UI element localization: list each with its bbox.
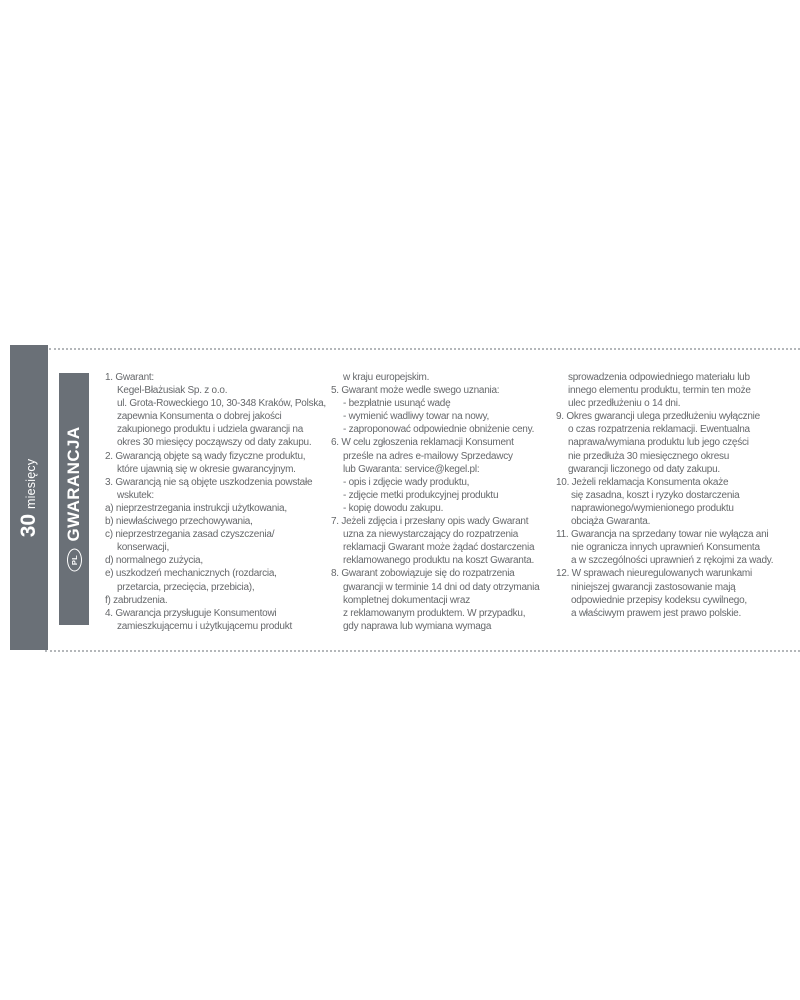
text-line: okres 30 miesięcy począwszy od daty zakupu.	[117, 437, 312, 449]
text-line: odpowiednie przepisy kodeksu cywilnego,	[571, 594, 747, 606]
text-line: - opis i zdjęcie wady produktu,	[343, 476, 470, 488]
text-line: gwarancji w terminie 14 dni od daty otrzymania	[343, 581, 540, 593]
duration-label	[17, 458, 41, 537]
text-line: się zasadna, koszt i ryzyko dostarczenia	[571, 489, 740, 501]
text-line: nie ogranicza innych uprawnień Konsumenta	[571, 542, 760, 554]
text-line: b) niewłaściwego przechowywania,	[105, 516, 253, 528]
text-line: w kraju europejskim.	[343, 372, 430, 383]
text-line: a) nieprzestrzegania instrukcji użytkowania,	[105, 502, 287, 514]
text-line: zamieszkującemu i użytkującemu produkt	[117, 620, 293, 632]
text-line: 1. Gwarant:	[105, 372, 154, 383]
text-line: zakupionego produktu i udziela gwarancji na	[117, 424, 304, 436]
text-line: 2. Gwarancją objęte są wady fizyczne produktu,	[105, 450, 306, 462]
warranty-column-1	[105, 371, 326, 633]
text-line: a w szczególności uprawnień z rękojmi za wady.	[571, 555, 774, 567]
text-line: - zaproponować odpowiednie obniżenie ceny.	[343, 424, 535, 436]
text-line: 3. Gwarancją nie są objęte uszkodzenia powstałe	[105, 476, 313, 488]
duration-bar	[10, 345, 48, 650]
text-line: 5. Gwarant może wedle swego uznania:	[331, 385, 500, 397]
warranty-title: GWARANCJA	[64, 426, 83, 542]
text-line: zapewnia Konsumenta o dobrej jakości	[117, 411, 282, 423]
text-line: e) uszkodzeń mechanicznych (rozdarcia,	[105, 568, 277, 580]
cut-line-top	[49, 348, 800, 350]
text-line: obciąża Gwaranta.	[571, 516, 651, 528]
text-line: - kopię dowodu zakupu.	[343, 502, 444, 514]
text-line: naprawa/wymiana produktu lub jego części	[568, 437, 749, 449]
text-line: 6. W celu zgłoszenia reklamacji Konsument	[331, 437, 514, 449]
text-line: niniejszej gwarancji zastosowanie mają	[571, 581, 736, 593]
text-line: wskutek:	[117, 489, 154, 501]
text-line: f) zabrudzenia.	[105, 594, 168, 606]
text-line: a właściwym prawem jest prawo polskie.	[571, 607, 742, 619]
text-line: 9. Okres gwarancji ulega przedłużeniu wyłącznie	[556, 411, 760, 423]
text-line: 7. Jeżeli zdjęcia i przesłany opis wady Gwarant	[331, 516, 529, 528]
text-line: lub Gwaranta: service@kegel.pl:	[343, 463, 480, 475]
text-line: innego elementu produktu, termin ten może	[568, 385, 751, 397]
text-line: gwarancji liczonego od daty zakupu.	[568, 463, 720, 475]
text-line: 10. Jeżeli reklamacja Konsumenta okaże	[556, 476, 729, 488]
text-line: z reklamowanym produktem. W przypadku,	[343, 607, 526, 619]
warranty-title-group	[64, 426, 84, 571]
text-line: - wymienić wadliwy towar na nowy,	[343, 411, 490, 423]
text-line: 12. W sprawach nieuregulowanych warunkami	[556, 568, 752, 580]
text-line: Kegel-Błażusiak Sp. z o.o.	[117, 385, 228, 397]
text-line: 8. Gwarant zobowiązuje się do rozpatrzenia	[331, 568, 515, 580]
warranty-column-3	[556, 371, 773, 620]
cut-line-bottom	[45, 650, 800, 652]
pl-badge-label: PL	[69, 554, 79, 566]
text-line: ul. Grota-Roweckiego 10, 30-348 Kraków, Polska,	[117, 398, 326, 410]
text-line: prześle na adres e-mailowy Sprzedawcy	[343, 450, 513, 462]
text-line: które ujawnią się w okresie gwarancyjnym.	[117, 463, 296, 475]
text-line: o czas rozpatrzenia reklamacji. Ewentualna	[568, 424, 750, 436]
text-line: naprawionego/wymienionego produktu	[571, 502, 734, 514]
text-line: - zdjęcie metki produkcyjnej produktu	[343, 489, 499, 501]
text-line: przetarcia, przecięcia, przebicia),	[117, 581, 255, 593]
text-line: gdy naprawa lub wymiana wymaga	[343, 620, 492, 632]
text-line: 11. Gwarancja na sprzedany towar nie wyłącza ani	[556, 529, 769, 541]
duration-number: 30	[17, 513, 40, 537]
text-line: uzna za niewystarczający do rozpatrzenia	[343, 529, 519, 541]
duration-unit: miesięcy	[24, 458, 38, 509]
text-line: ulec przedłużeniu o 14 dni.	[568, 398, 681, 410]
text-line: reklamowanego produktu na koszt Gwaranta.	[343, 555, 534, 567]
text-line: d) normalnego zużycia,	[105, 555, 203, 567]
text-line: kompletnej dokumentacji wraz	[343, 594, 470, 606]
text-line: nie przedłuża 30 miesięcznego okresu	[568, 450, 730, 462]
text-line: 4. Gwarancja przysługuje Konsumentowi	[105, 607, 277, 619]
warranty-title-bar	[59, 373, 89, 625]
warranty-column-2	[331, 371, 539, 633]
pl-badge-icon	[67, 549, 82, 572]
text-line: - bezpłatnie usunąć wadę	[343, 398, 451, 410]
text-line: konserwacji,	[117, 542, 170, 554]
text-line: reklamacji Gwarant może żądać dostarczenia	[343, 542, 535, 554]
text-line: sprowadzenia odpowiedniego materiału lub	[568, 372, 750, 383]
text-line: c) nieprzestrzegania zasad czyszczenia/	[105, 529, 275, 541]
